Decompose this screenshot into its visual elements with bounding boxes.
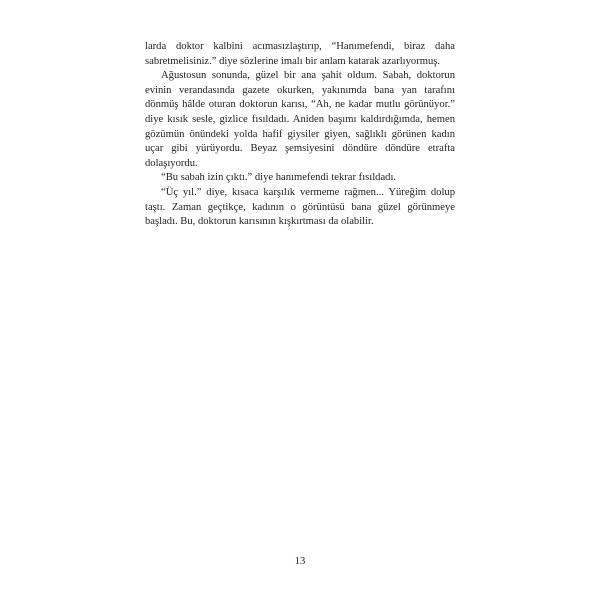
paragraph-3: “Bu sabah izin çıktı.” diye hanımefendi tekrar fısıldadı. <box>161 172 397 184</box>
paragraph-1: larda doktor kalbini acımasızlaştırıp, “Hanımefendi, biraz daha sabretmelisiniz.” diye sözlerine imalı bir anlam katarak azarlıyormuş. <box>145 41 455 67</box>
page-number: 13 <box>294 556 306 567</box>
paragraph-2: Ağustosun sonunda, güzel bir ana şahit oldum. Sabah, doktorun evinin verandasında gazete okurken, yakınımda bana yan tarafını dönmüş hâlde oturan doktorun karısı, “Ah, ne kadar mutlu görünüyor.” diye kısık sesle, gizlice fısıldadı. Aniden başımı kaldırdığımda, hemen gözümün önündeki yolda hafif giysiler giyen, sağlıklı görünen kadın uçar gibi yürüyordu. Beyaz şemsiyesini döndüre döndüre etrafta dolaşıyordu. <box>145 70 455 169</box>
body-text <box>145 40 455 230</box>
paragraph-4: “Üç yıl.” diye, kısaca karşılık vermeme rağmen... Yüreğim dolup taştı. Zaman geçtikçe, kadının o görüntüsü bana güzel görünmeye başladı. Bu, doktorun karısının kışkırtması da olabilir. <box>145 186 455 228</box>
